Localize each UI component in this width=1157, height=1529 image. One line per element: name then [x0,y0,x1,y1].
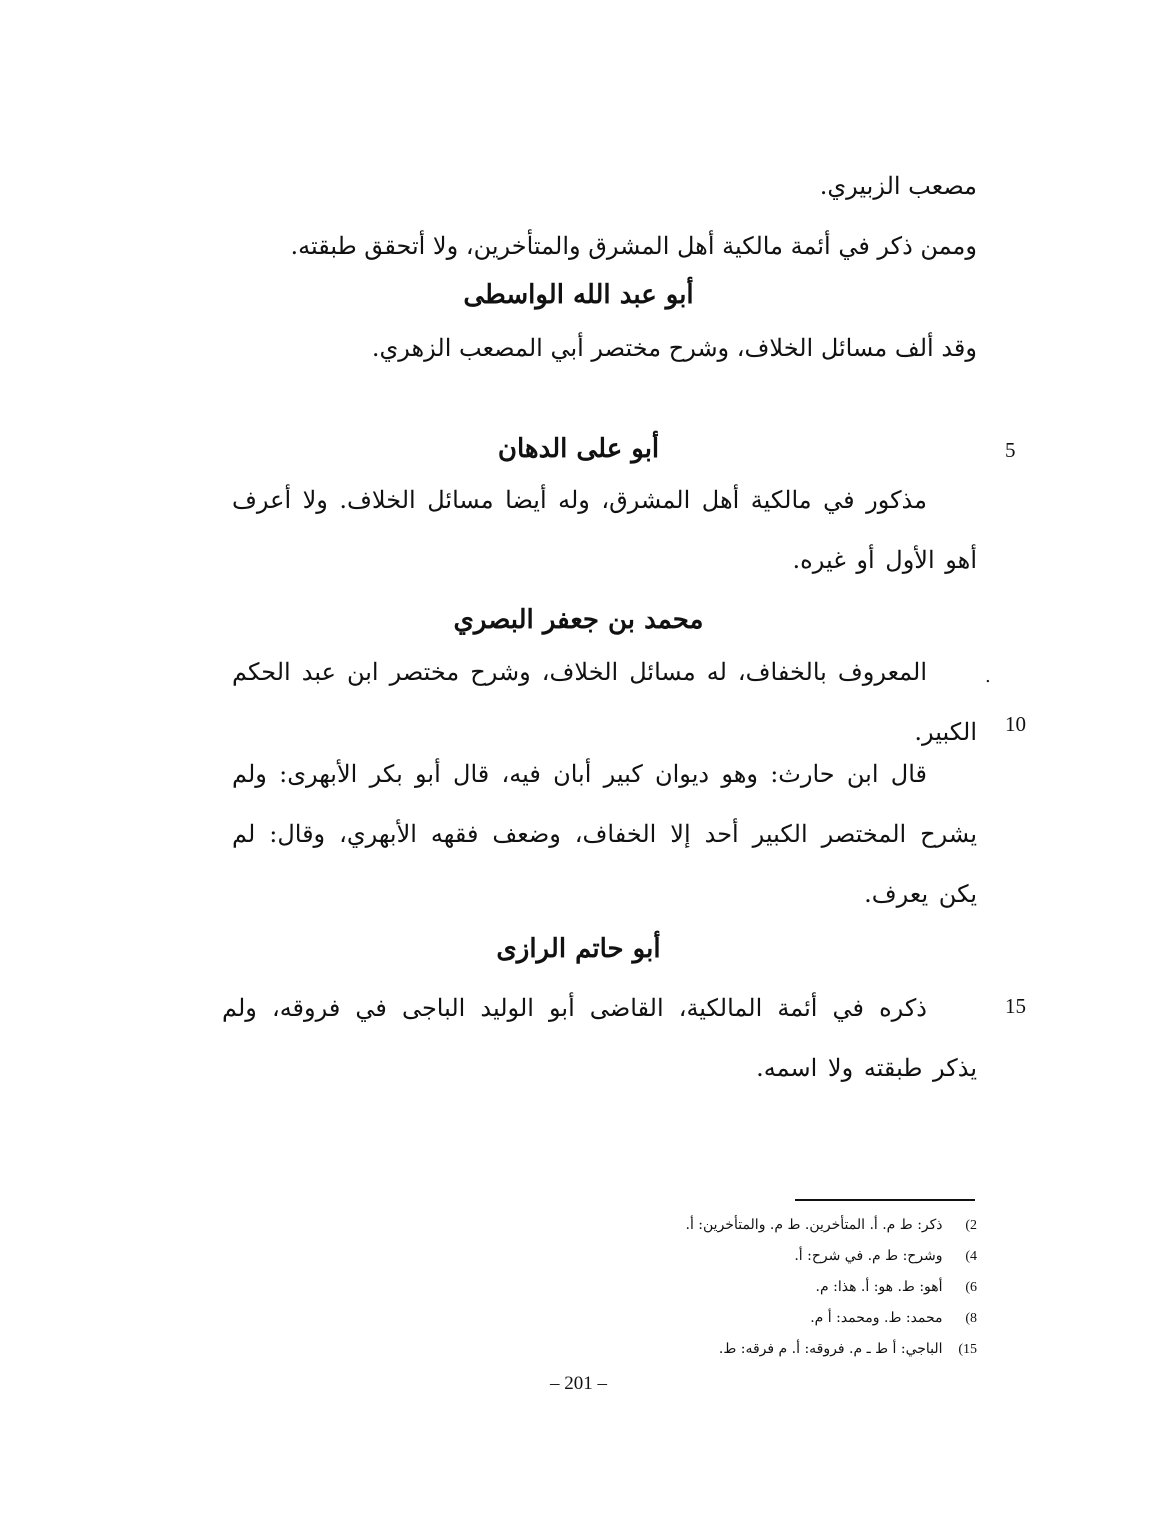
text-line: وقد ألف مسائل الخلاف، وشرح مختصر أبي المصعب الزهري. [371,334,977,362]
footnote [686,1272,977,1303]
margin-dot: . [985,666,991,687]
footnote-number: 15) [958,1342,977,1357]
text-line: وممن ذكر في أئمة مالكية أهل المشرق والمتأخرين، ولا أتحقق طبقته. [290,232,977,260]
footnote [686,1303,977,1334]
footnote-number: 6) [965,1280,977,1295]
footnote-number: 2) [965,1218,977,1233]
section-heading [0,934,1157,964]
section-heading [0,434,1157,464]
paragraph [232,744,977,924]
section-heading [0,605,1157,635]
heading-text: أبو عبد الله الواسطى [463,280,694,310]
line-number: 15 [1005,994,1026,1018]
section-heading [0,280,1157,310]
paragraph-text: المعروف بالخفاف، له مسائل الخلاف، وشرح مختصر ابن عبد الحكم الكبير. [232,658,977,746]
line-number: 5 [1005,438,1016,462]
footnote [686,1241,977,1272]
paragraph [222,978,977,1098]
footnote-text: محمد: ط. ومحمد: أ م. [810,1310,943,1326]
footnote-text: الباجي: أ ط ـ م. فروقه: أ. م فرقه: ط. [718,1341,943,1357]
heading-text: أبو على الدهان [497,434,660,464]
paragraph [232,470,977,590]
paragraph-text: قال ابن حارث: وهو ديوان كبير أبان فيه، قال أبو بكر الأبهرى: ولم يشرح المختصر الكبير أحد إلا الخفاف، وضعف فقهه الأبهري، وقال: لم يكن يعرف. [232,760,977,908]
heading-text: أبو حاتم الرازى [496,934,661,964]
footnote-rule [795,1199,975,1201]
heading-text: محمد بن جعفر البصري [453,605,704,635]
footnote [686,1210,977,1241]
line-number: 10 [1005,712,1026,736]
footnote [686,1334,977,1365]
footnote-number: 8) [965,1311,977,1326]
footnote-text: ذكر: ط م. أ. المتأخرين. ط م. والمتأخرين: أ. [685,1217,943,1233]
footnote-text: وشرح: ط م. في شرح: أ. [794,1248,943,1264]
text-line: مصعب الزبيري. [819,172,977,200]
paragraph [177,318,977,378]
paragraph-intro [177,156,977,276]
footnotes [686,1210,977,1365]
page-number: – 201 – [550,1373,607,1394]
paragraph-text: ذكره في أئمة المالكية، القاضى أبو الوليد الباجى في فروقه، ولم يذكر طبقته ولا اسمه. [222,994,977,1082]
footnote-text: أهو: ط. هو: أ. هذا: م. [815,1279,943,1295]
footnote-number: 4) [965,1249,977,1264]
paragraph-text: مذكور في مالكية أهل المشرق، وله أيضا مسائل الخلاف. ولا أعرف أهو الأول أو غيره. [232,486,977,574]
